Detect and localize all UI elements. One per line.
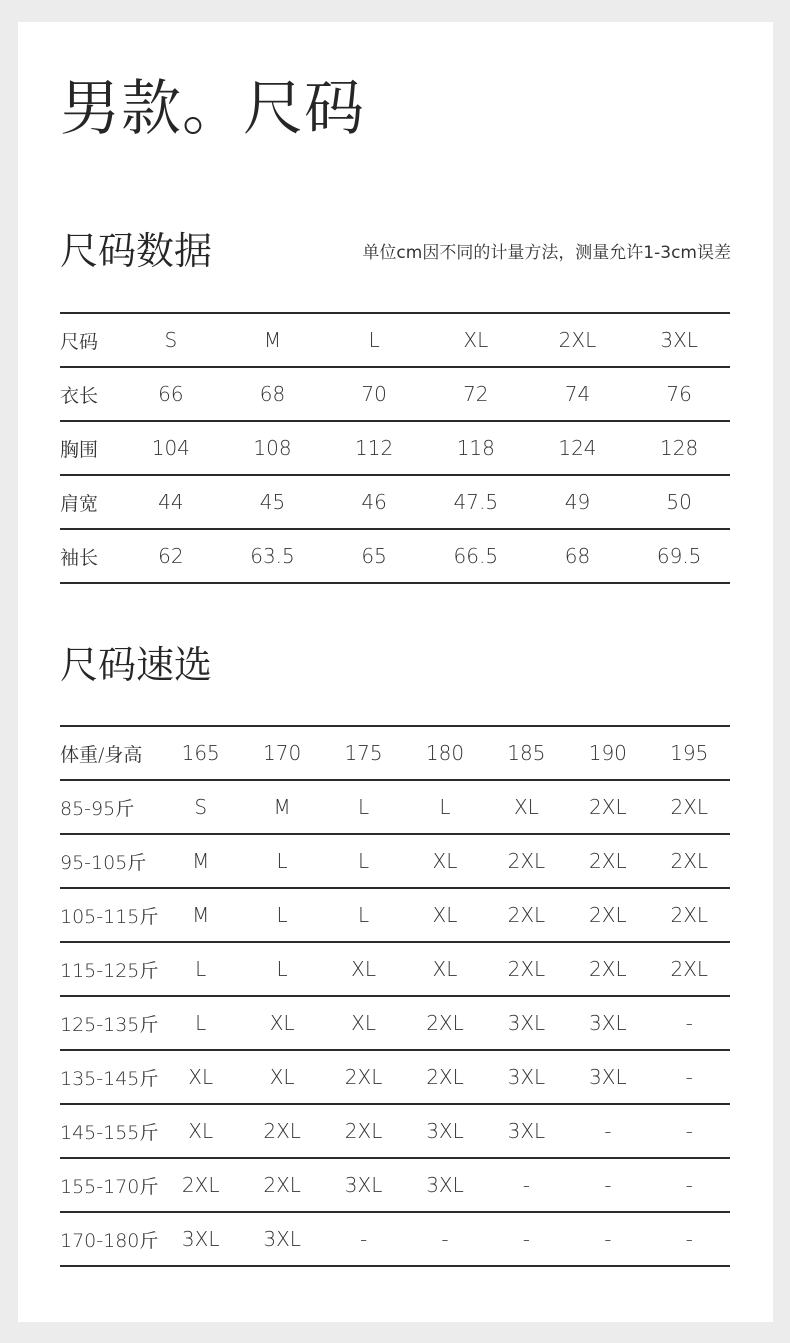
table-row <box>60 834 730 888</box>
table-cell: 128 <box>628 421 730 475</box>
table-cell: 76 <box>628 367 730 421</box>
table-cell: - <box>404 1212 485 1266</box>
table-cell: L <box>323 834 404 888</box>
table-row <box>60 780 730 834</box>
table-cell: 165 <box>160 726 241 780</box>
table-cell: 2XL <box>404 1050 485 1104</box>
table-cell: 2XL <box>241 1158 322 1212</box>
table-cell: M <box>160 834 241 888</box>
table-cell: - <box>486 1212 567 1266</box>
table-cell: 124 <box>527 421 629 475</box>
table-cell: 2XL <box>649 780 730 834</box>
table-cell: 62 <box>120 529 222 583</box>
size-data-table <box>60 312 730 584</box>
table-cell: XL <box>404 888 485 942</box>
table-cell: 195 <box>649 726 730 780</box>
table-cell: S <box>120 313 222 367</box>
table-cell: M <box>160 888 241 942</box>
table-cell: XL <box>160 1050 241 1104</box>
row-label: 胸围 <box>60 421 120 475</box>
table-cell: S <box>160 780 241 834</box>
table-row <box>60 1158 730 1212</box>
table-cell: L <box>241 888 322 942</box>
row-label: 95-105斤 <box>60 834 160 888</box>
table-cell: L <box>241 942 322 996</box>
size-data-heading: 尺码数据 <box>60 229 213 273</box>
table-cell: L <box>160 996 241 1050</box>
table-row <box>60 888 730 942</box>
table-cell: 68 <box>222 367 324 421</box>
table-cell: - <box>649 1104 730 1158</box>
table-cell: 118 <box>425 421 527 475</box>
table-cell: - <box>567 1104 648 1158</box>
table-cell: XL <box>323 942 404 996</box>
table-row <box>60 996 730 1050</box>
row-label: 145-155斤 <box>60 1104 160 1158</box>
table-cell: 2XL <box>486 942 567 996</box>
measurement-note: 单位cm因不同的计量方法，测量允许1-3cm误差 <box>362 243 731 263</box>
table-cell: XL <box>486 780 567 834</box>
table-cell: 2XL <box>649 834 730 888</box>
row-label: 155-170斤 <box>60 1158 160 1212</box>
row-label: 体重/身高 <box>60 726 160 780</box>
table-cell: 45 <box>222 475 324 529</box>
page-title: 男款。尺码 <box>60 74 365 144</box>
table-cell: - <box>649 1158 730 1212</box>
table-cell: 3XL <box>404 1104 485 1158</box>
table-cell: 104 <box>120 421 222 475</box>
table-cell: L <box>323 780 404 834</box>
table-row <box>60 1104 730 1158</box>
table-cell: 49 <box>527 475 629 529</box>
table-cell: - <box>567 1158 648 1212</box>
table-cell: 2XL <box>486 834 567 888</box>
table-cell: L <box>241 834 322 888</box>
table-row <box>60 367 730 421</box>
table-cell: 66 <box>120 367 222 421</box>
table-cell: 2XL <box>567 780 648 834</box>
quick-select-table <box>60 725 730 1267</box>
table-cell: 3XL <box>160 1212 241 1266</box>
table-cell: 170 <box>241 726 322 780</box>
table-cell: 2XL <box>323 1050 404 1104</box>
table-cell: 46 <box>323 475 425 529</box>
table-cell: XL <box>241 1050 322 1104</box>
table-cell: 74 <box>527 367 629 421</box>
table-cell: 3XL <box>486 996 567 1050</box>
table-row <box>60 421 730 475</box>
row-label: 105-115斤 <box>60 888 160 942</box>
table-cell: 70 <box>323 367 425 421</box>
table-cell: 47.5 <box>425 475 527 529</box>
quick-select-heading: 尺码速选 <box>60 643 213 687</box>
table-cell: 180 <box>404 726 485 780</box>
table-cell: 50 <box>628 475 730 529</box>
table-cell: 2XL <box>486 888 567 942</box>
table-row <box>60 529 730 583</box>
table-cell: 2XL <box>649 942 730 996</box>
table-cell: 3XL <box>628 313 730 367</box>
table-cell: 3XL <box>404 1158 485 1212</box>
table-cell: 108 <box>222 421 324 475</box>
table-cell: 68 <box>527 529 629 583</box>
table-cell: L <box>323 888 404 942</box>
table-cell: - <box>323 1212 404 1266</box>
table-cell: L <box>160 942 241 996</box>
table-cell: 3XL <box>567 1050 648 1104</box>
table-cell: 2XL <box>404 996 485 1050</box>
table-cell: 2XL <box>567 834 648 888</box>
table-cell: 63.5 <box>222 529 324 583</box>
table-cell: XL <box>241 996 322 1050</box>
table-cell: M <box>222 313 324 367</box>
table-row <box>60 1212 730 1266</box>
table-cell: 2XL <box>323 1104 404 1158</box>
row-label: 135-145斤 <box>60 1050 160 1104</box>
table-cell: 72 <box>425 367 527 421</box>
size-chart-card <box>18 22 773 1322</box>
table-cell: 3XL <box>241 1212 322 1266</box>
row-label: 125-135斤 <box>60 996 160 1050</box>
table-cell: 112 <box>323 421 425 475</box>
table-cell: M <box>241 780 322 834</box>
table-cell: L <box>404 780 485 834</box>
table-cell: - <box>649 1212 730 1266</box>
table-cell: 3XL <box>486 1104 567 1158</box>
table-cell: XL <box>404 942 485 996</box>
row-label: 115-125斤 <box>60 942 160 996</box>
table-cell: 2XL <box>241 1104 322 1158</box>
row-label: 袖长 <box>60 529 120 583</box>
row-label: 85-95斤 <box>60 780 160 834</box>
table-cell: L <box>323 313 425 367</box>
table-row <box>60 1050 730 1104</box>
table-cell: - <box>649 1050 730 1104</box>
table-cell: XL <box>404 834 485 888</box>
row-label: 衣长 <box>60 367 120 421</box>
row-label: 170-180斤 <box>60 1212 160 1266</box>
table-cell: XL <box>425 313 527 367</box>
table-header-row <box>60 726 730 780</box>
table-cell: - <box>649 996 730 1050</box>
table-cell: XL <box>160 1104 241 1158</box>
table-cell: 2XL <box>160 1158 241 1212</box>
table-cell: 3XL <box>486 1050 567 1104</box>
table-cell: 2XL <box>527 313 629 367</box>
table-cell: 175 <box>323 726 404 780</box>
table-cell: 2XL <box>649 888 730 942</box>
table-cell: 2XL <box>567 888 648 942</box>
table-header-row <box>60 313 730 367</box>
table-row <box>60 942 730 996</box>
table-cell: 66.5 <box>425 529 527 583</box>
table-cell: 69.5 <box>628 529 730 583</box>
table-cell: 190 <box>567 726 648 780</box>
table-cell: - <box>567 1212 648 1266</box>
table-cell: 3XL <box>567 996 648 1050</box>
row-label: 尺码 <box>60 313 120 367</box>
table-cell: 2XL <box>567 942 648 996</box>
table-cell: 65 <box>323 529 425 583</box>
table-cell: - <box>486 1158 567 1212</box>
table-cell: 185 <box>486 726 567 780</box>
row-label: 肩宽 <box>60 475 120 529</box>
table-cell: XL <box>323 996 404 1050</box>
table-row <box>60 475 730 529</box>
table-cell: 44 <box>120 475 222 529</box>
table-cell: 3XL <box>323 1158 404 1212</box>
